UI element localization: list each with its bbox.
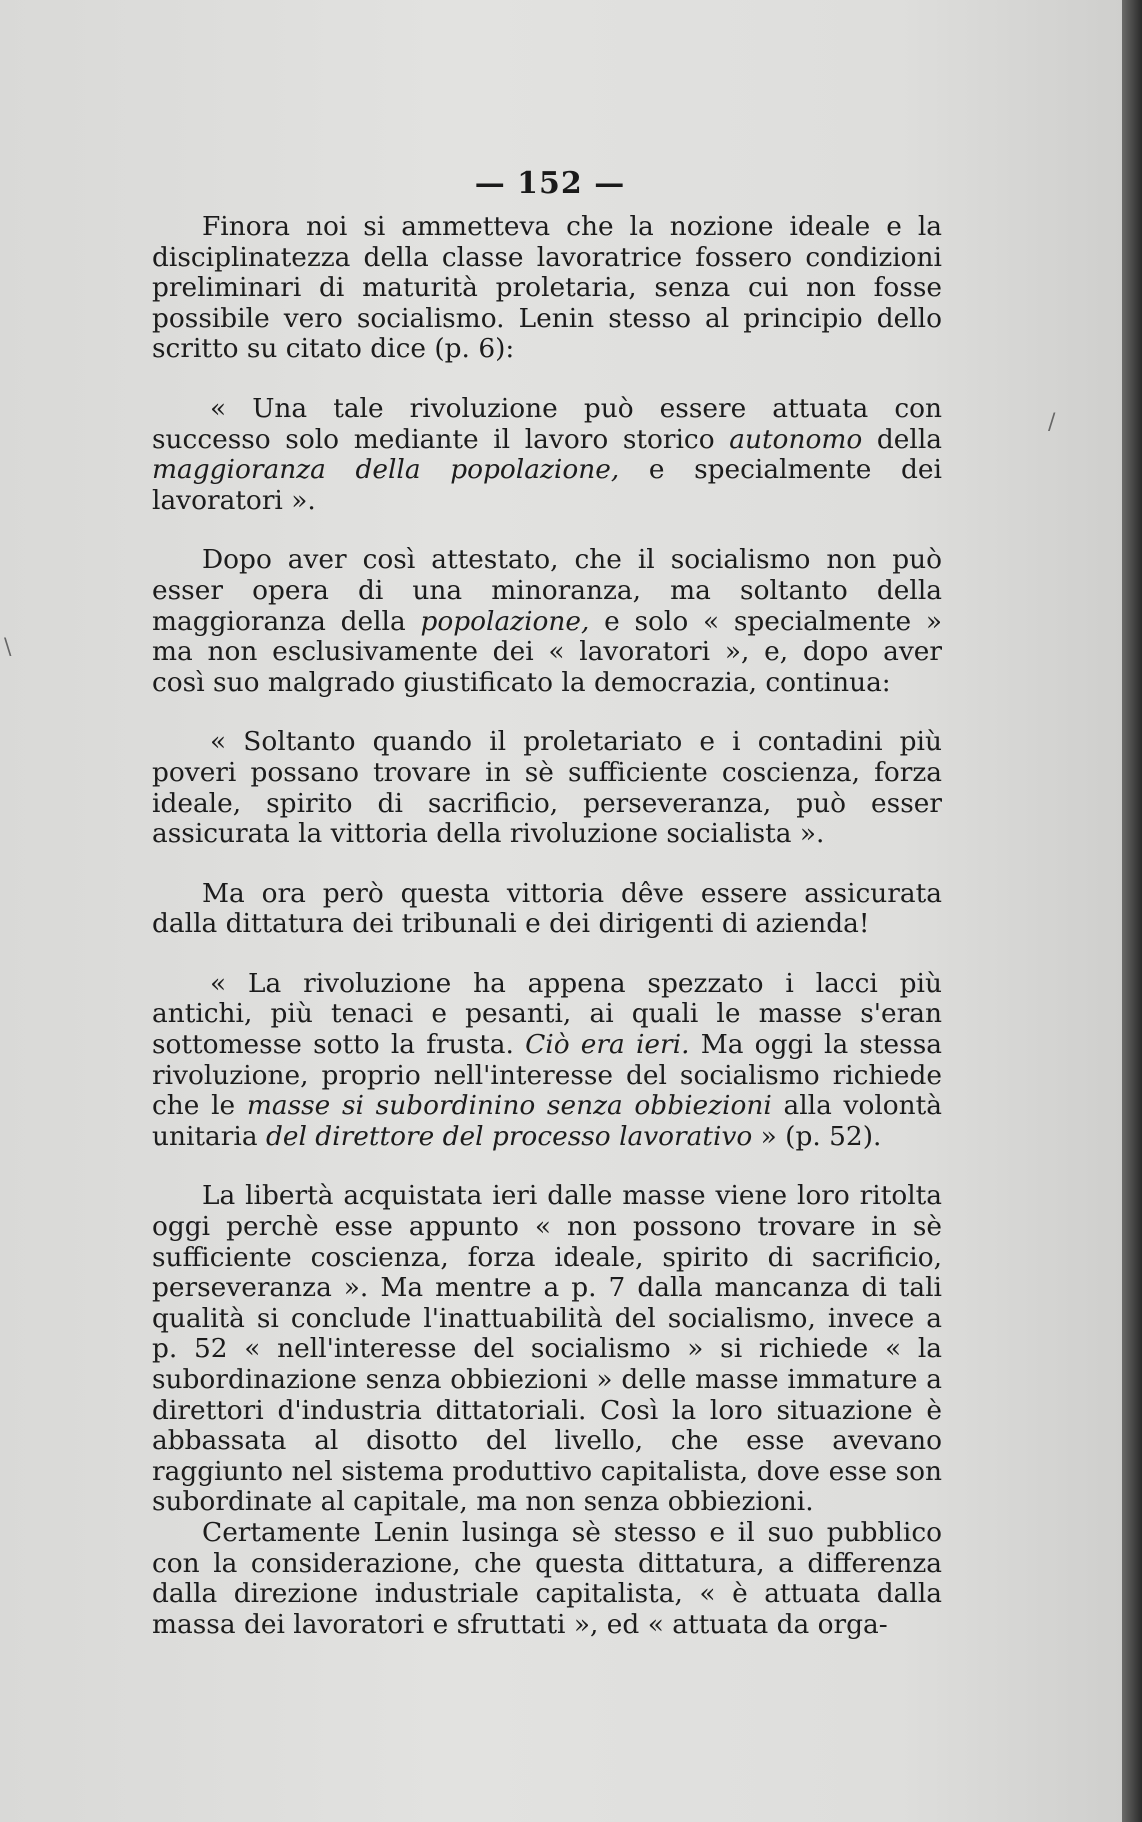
paragraph [152,545,942,698]
text-run: « Soltanto quando il proletariato e i contadini più poveri possano trovare in sè sufficiente coscienza, forza ideale, spirito di sacrificio, perseveranza, può esser assicurata la vittoria della rivoluzione socialista ». [152,726,942,850]
text-run: Dopo aver così attestato, che il socialismo non può esser opera di una minoranza, ma soltanto della maggioranza della [152,544,942,637]
text-run: « La rivoluzione ha appena spezzato i lacci più antichi, più tenaci e pesanti, ai quali le masse s'eran sottomesse sotto la frusta. [152,967,942,1061]
italic-text: popolazione, [420,605,590,637]
italic-text: Ciò era ieri. [525,1029,690,1061]
text-run: « Una tale rivoluzione può essere attuata con successo solo mediante il lavoro storico [152,392,942,455]
margin-mark: \ [4,635,12,660]
quotation [152,969,942,1153]
quotation [152,394,942,516]
text-run: e specialmente dei lavoratori ». [152,454,942,516]
text-run: Ma ora però questa vittoria dêve essere assicurata dalla dittatura dei tribunali e dei dirigenti di azienda! [152,877,942,940]
text-run: Ma oggi la stessa rivoluzione, proprio nell'interesse del socialismo richiede che le [152,1029,942,1122]
text-run: La libertà acquistata ieri dalle masse viene loro ritolta oggi perchè esse appunto « non possono trovare in sè sufficiente coscienza, forza ideale, spirito di sacrificio, perseveranza ». Ma mentre a p. 7 dalla mancanza di tali qualità si conclude l'inattuabilità del socialismo, invece a p. 52 « nell'interesse del socialismo » si richiede « la subordinazione senza obbiezioni » delle masse immature a direttori d'industria dittatoriali. Così la loro situazione è abbassata al disotto del livello, che esse avevano raggiunto nel sistema produttivo capitalista, dove esse son subordinate al capitale, ma non senza obbiezioni. [152,1180,942,1518]
page-body [152,212,942,1640]
text-run: e solo « specialmente » ma non esclusivamente dei « lavoratori », e, dopo aver così suo malgrado giustificato la democrazia, continua: [152,605,943,698]
text-run: Finora noi si ammetteva che la nozione ideale e la disciplinatezza della classe lavoratrice fossero condizioni preliminari di maturità proletaria, senza cui non fosse possibile vero socialismo. Lenin stesso al principio dello scritto su citato dice (p. 6): [152,211,942,365]
page-edge-shadow [1122,0,1142,1822]
italic-text: del direttore del processo lavorativo [265,1120,753,1152]
paragraph [152,212,942,365]
italic-text: masse si subordinino senza obbiezioni [246,1090,772,1122]
italic-text: autonomo [729,423,863,455]
italic-text: maggioranza della popolazione, [152,454,620,486]
paragraph [152,1181,942,1518]
margin-mark: / [1048,410,1056,435]
text-run: alla volontà unitaria [152,1090,942,1152]
paragraph [152,1518,942,1640]
text-run: della [862,423,942,455]
page-number: — 152 — [474,166,626,201]
text-run: Certamente Lenin lusinga sè stesso e il suo pubblico con la considerazione, che questa dittatura, a differenza dalla direzione industriale capitalista, « è attuata dalla massa dei lavoratori e sfruttati », ed « attuata da orga- [152,1516,942,1640]
text-run: » (p. 52). [752,1120,882,1152]
paragraph [152,879,942,940]
quotation [152,727,942,849]
